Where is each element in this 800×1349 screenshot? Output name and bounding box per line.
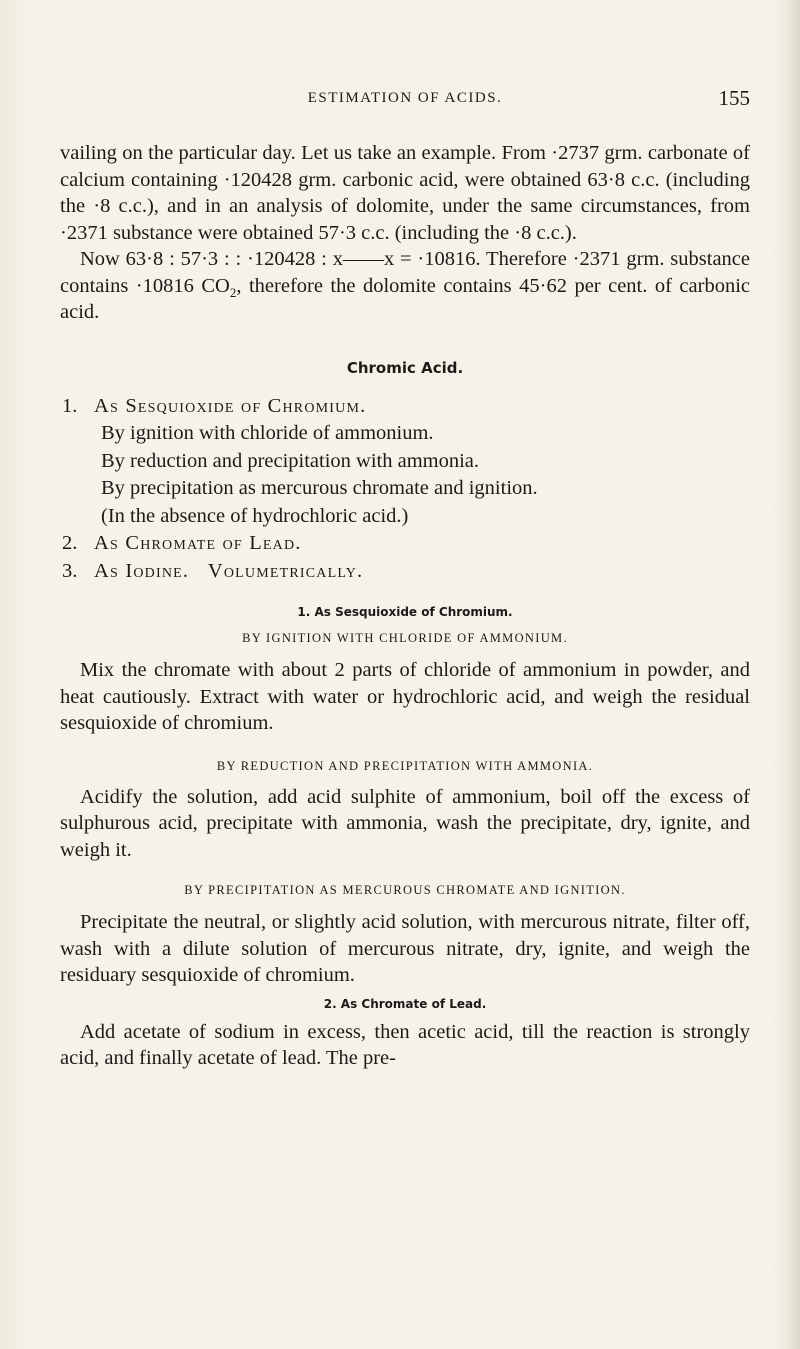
page-header [60, 86, 750, 116]
method-paragraph-precipitation: Precipitate the neutral, or slightly acid solution, with mercurous nitrate, filter off, wash with a dilute solution of mercurous nitrate, dry, ignite, and weigh the residuary sesquioxide of chromium. [60, 911, 750, 986]
list-item [60, 558, 750, 586]
running-head: ESTIMATION OF ACIDS. [307, 90, 503, 106]
section-title-chromic-acid: Chromic Acid. [346, 358, 464, 377]
calculation-text-end: , therefore the dolomite contains 45·62 per cent. of carbonic acid. [60, 274, 750, 323]
list-item [60, 393, 750, 421]
method-paragraph-ignition: Mix the chromate with about 2 parts of chloride of ammonium in powder, and heat cautiously. Extract with water or hydrochloric acid, and weigh the residual sesquioxide of chromium. [60, 659, 750, 734]
method-heading-precipitation: BY PRECIPITATION AS MERCUROUS CHROMATE AND IGNITION. [184, 883, 626, 897]
list-number: 3. [62, 559, 78, 582]
method-line: By ignition with chloride of ammonium. [101, 422, 434, 444]
calculation-text-start: Now 63·8 : 57·3 : : ·120428 : x——x = ·10816. Therefore ·2371 grm. substance contains ·10816 CO [60, 248, 750, 297]
list-label: As Sesquioxide of Chromium. [94, 394, 367, 417]
list-item [60, 530, 750, 558]
method-line: By reduction and precipitation with ammonia. [101, 449, 480, 472]
method-heading-reduction: BY REDUCTION AND PRECIPITATION WITH AMMONIA. [216, 758, 594, 773]
method-note: (In the absence of hydrochloric acid.) [101, 504, 409, 527]
method-paragraph-reduction: Acidify the solution, add acid sulphite of ammonium, boil off the excess of sulphurous acid, precipitate with ammonia, wash the precipitate, dry, ignite, and weigh it. [60, 785, 750, 861]
subscript: 2 [229, 284, 237, 300]
methods-list [60, 393, 750, 586]
method-line: By precipitation as mercurous chromate and ignition. [101, 477, 538, 499]
list-label: As Iodine. Volumetrically. [94, 559, 364, 582]
intro-paragraph: vailing on the particular day. Let us take an example. From ·2737 grm. carbonate of calcium containing ·120428 grm. carbonic acid, were obtained 63·8 c.c. (including the ·8 c.c.), and in an analysis of dolomite, under the same circumstances, from ·2371 substance were obtained 57·3 c.c. (including the ·8 c.c.). [60, 142, 750, 244]
list-number: 1. [62, 394, 78, 417]
list-label: As Chromate of Lead. [94, 532, 302, 554]
subsection-title-sesquioxide: 1. As Sesquioxide of Chromium. [297, 605, 513, 619]
calculation-paragraph [60, 246, 750, 326]
subsection-title-chromate-of-lead: 2. As Chromate of Lead. [323, 996, 487, 1011]
page-body [60, 140, 750, 1072]
paragraph-chromate-of-lead: Add acetate of sodium in excess, then acetic acid, till the reaction is strongly acid, and finally acetate of lead. The pre- [60, 1020, 750, 1069]
page-edge-shadow [786, 0, 800, 1349]
list-number: 2. [62, 532, 78, 554]
method-heading-ignition: BY IGNITION WITH CHLORIDE OF AMMONIUM. [242, 631, 568, 645]
page-number: 155 [718, 86, 750, 110]
